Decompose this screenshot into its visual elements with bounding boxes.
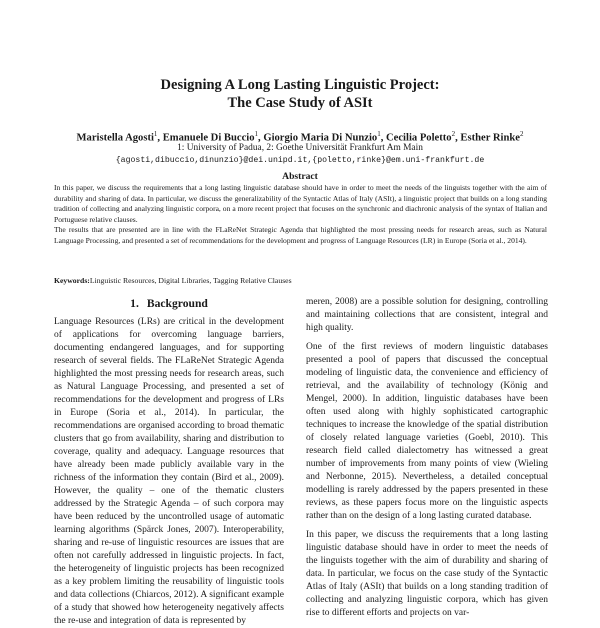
author-separator: , bbox=[455, 132, 461, 144]
author-affiliation-mark: 1 bbox=[153, 130, 158, 138]
author-separator: , bbox=[258, 132, 264, 144]
body-paragraph: meren, 2008) are a possible solution for designing, controlling and maintaining collections that are consistent, integral and high quality. bbox=[306, 297, 548, 333]
section-heading bbox=[54, 296, 284, 311]
affiliations: 1: University of Padua, 2: Goethe Universität Frankfurt Am Main bbox=[177, 143, 423, 153]
body-paragraph: Language Resources (LRs) are critical in the development of applications for overcoming language barriers, documenting endangered languages, and for supporting research of several fields. The FLaReNet Strategic Agenda highlighted the most pressing needs for research areas, such as Natural Language Processing, and presented a set of recommendations for the development and progress of LRs in Europe (Soria et al., 2014). In particular, the recommendations are organised according to broad thematic clusters that go from availability, sharing and distribution to coverage, quality and adequacy. Language resources that have already been made publicly available vary in the richness of the information they contain (Bird et al., 2009). However, the quality – one of the thematic clusters addressed by the Strategic Agenda – of such corpora may have been reduced by the uncontrolled usage of automatic learning algorithms (Spärck Jones, 2007). Interoperability, sharing and re-use of linguistic resources are issues that are often not carefully addressed in linguistic projects. In fact, the heterogeneity of linguistic projects has been recognized as a key problem limiting the reusability of linguistic tools and data collections (Chiarcos, 2012). A significant example of a study that showed how heterogeneity negatively affects the re-use and integration of data is represented by bbox=[54, 317, 284, 626]
body-paragraph: One of the first reviews of modern linguistic databases presented a pool of papers that discussed the conceptual modeling of linguistic data, the convenience and efficiency of retrieval, and the availability of technology (König and Mengel, 2000). In addition, linguistic databases have been often used along with highly sophisticated cartographic techniques to increase the knowledge of the spatial distribution of closely related language varieties (Goebl, 2010). This research field called dialectometry has witnessed a great number of improvements from many points of view (Wieling and Nerbonne, 2015). Nevertheless, a detailed conceptual modelling is rarely addressed by the papers presented in these reviews, as these papers focus more on the linguistic aspects rather than on the design of a long lasting curated database. bbox=[306, 342, 548, 521]
abstract-paragraph: The results that are presented are in line with the FLaReNet Strategic Agenda that highlighted the most pressing needs for research areas, such as Natural Language Processing, and presented a set of recommendations for the development and progress of Language Resources (LR) in Europe (Soria et al., 2014). bbox=[54, 225, 547, 245]
author-affiliation-mark: 2 bbox=[451, 130, 456, 138]
author-affiliation-mark: 1 bbox=[254, 130, 259, 138]
author-emails: {agosti,dibuccio,dinunzio}@dei.unipd.it,{poletto,rinke}@em.uni-frankfurt.de bbox=[115, 156, 485, 165]
author-affiliation-mark: 2 bbox=[519, 130, 524, 138]
abstract-paragraph: In this paper, we discuss the requirements that a long lasting linguistic database should have in order to meet the needs of the linguists together with the aim of durability and sharing of data. In particular, we discuss the generalizability of the Syntactic Atlas of Italy (ASIt), a linguistic project that builds on a long standing tradition of collecting and analyzing linguistic corpora, on a more recent project that focuses on the synchronic and diachronic analysis of the syntax of Italian and Portuguese relative clauses. bbox=[54, 183, 547, 224]
title-line-1: Designing A Long Lasting Linguistic Project: bbox=[160, 77, 440, 93]
author-name: Cecilia Poletto bbox=[386, 132, 452, 144]
author-name: Esther Rinke bbox=[460, 132, 520, 144]
title-line-2: The Case Study of ASIt bbox=[227, 95, 373, 111]
right-column bbox=[306, 296, 548, 620]
author-name: Maristella Agosti bbox=[76, 132, 154, 144]
author-separator: , bbox=[380, 132, 386, 144]
abstract bbox=[54, 183, 547, 246]
section-title: Background bbox=[146, 297, 208, 310]
left-column bbox=[54, 296, 284, 628]
abstract-heading: Abstract bbox=[282, 171, 318, 182]
keywords-text: Linguistic Resources, Digital Libraries, Tagging Relative Clauses bbox=[89, 276, 292, 285]
keywords-label: Keywords: bbox=[54, 276, 90, 285]
author-name: Emanuele Di Buccio bbox=[162, 132, 255, 144]
paper-title bbox=[0, 76, 600, 112]
section-number: 1. bbox=[130, 297, 139, 310]
author-name: Giorgio Maria Di Nunzio bbox=[263, 132, 378, 144]
keywords bbox=[54, 276, 547, 286]
author-affiliation-mark: 1 bbox=[377, 130, 381, 138]
body-paragraph: In this paper, we discuss the requirements that a long lasting linguistic database should have in order to meet the needs of the linguists together with the aim of durability and sharing of data. In particular, we focus on the case study of the Syntactic Atlas of Italy (ASIt) that builds on a long standing tradition of collecting and analyzing linguistic corpora, which has given rise to different efforts and projects on var- bbox=[306, 530, 548, 618]
author-separator: , bbox=[157, 132, 163, 144]
